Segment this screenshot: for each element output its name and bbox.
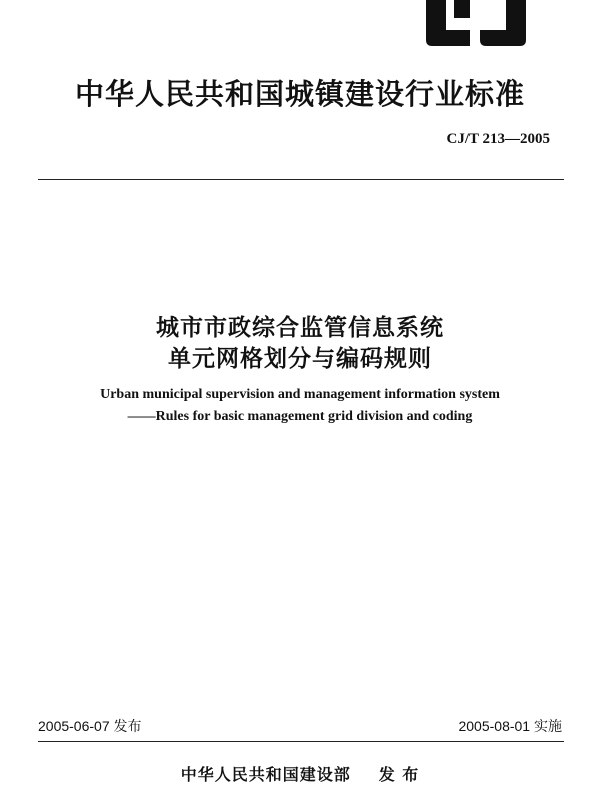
chinese-title-line-2: 单元网格划分与编码规则 (168, 346, 432, 372)
cj-logo (418, 0, 530, 46)
chinese-title-line-1: 城市市政综合监管信息系统 (156, 315, 444, 341)
bottom-divider (38, 741, 564, 742)
publish-date: 2005-06-07 发布 (38, 718, 142, 734)
implementation-date: 2005-08-01 实施 (458, 718, 562, 734)
publisher-line (0, 762, 600, 785)
publish-word: 发 布 (378, 765, 420, 784)
english-title-line-1: Urban municipal supervision and management information system (100, 387, 500, 402)
organization-standard-title: 中华人民共和国城镇建设行业标准 (74, 77, 525, 111)
english-title-line-2: ——Rules for basic management grid division and coding (127, 409, 473, 424)
standard-code: CJ/T 213—2005 (446, 131, 550, 147)
top-divider (38, 179, 564, 180)
publisher-name: 中华人民共和国建设部 (180, 765, 351, 784)
